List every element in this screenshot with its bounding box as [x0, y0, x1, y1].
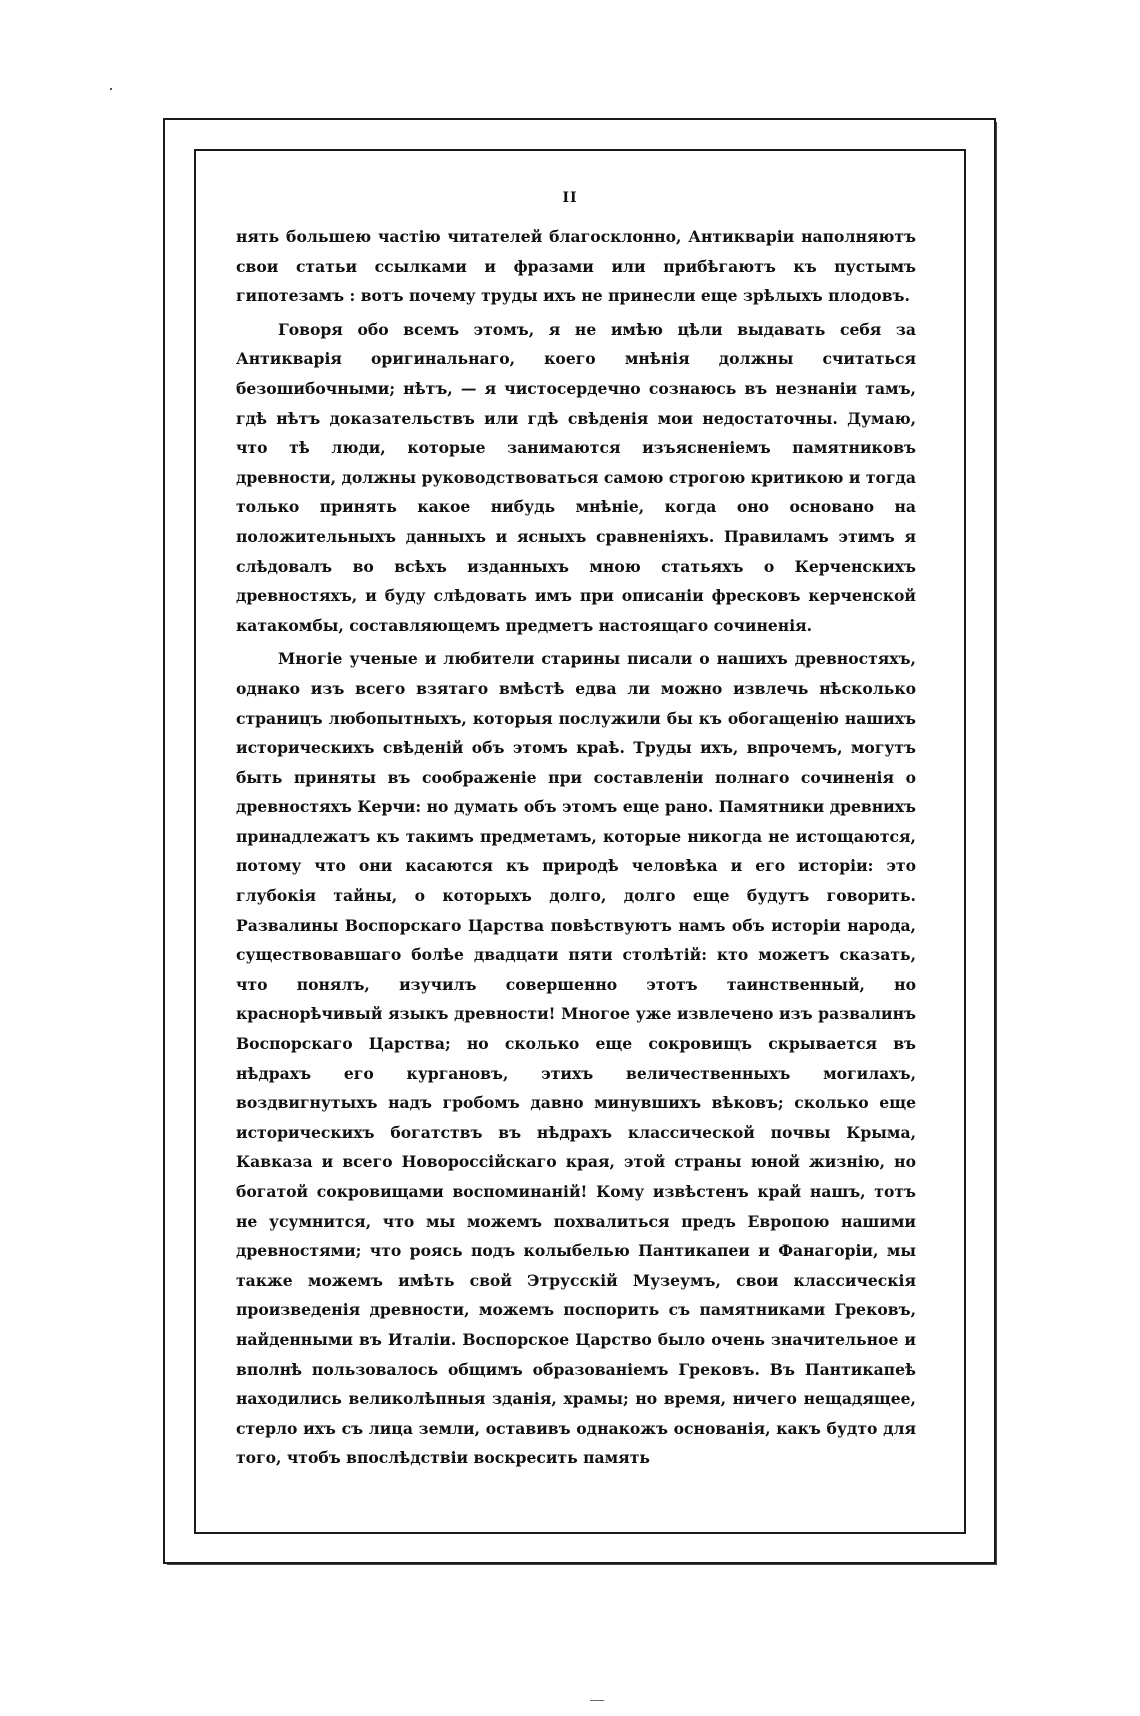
body-text: [236, 222, 916, 1477]
paragraph-antiquarian-principles: Говоря обо всемъ этомъ, я не имѣю цѣли выдавать себя за Антикварія оригинальнаго, коего мнѣнія должны считаться безошибочными; нѣтъ, — я чистосердечно сознаюсь въ незнаніи тамъ, гдѣ нѣтъ доказательствъ или гдѣ свѣденія мои недостаточны. Думаю, что тѣ люди, которые занимаются изъясненіемъ памятниковъ древности, должны руководствоваться самою строгою критикою и тогда только принять какое нибудь мнѣніе, когда оно основано на положительныхъ данныхъ и ясныхъ сравненіяхъ. Правиламъ этимъ я слѣдовалъ во всѣхъ изданныхъ мною статьяхъ о Керченскихъ древностяхъ, и буду слѣдовать имъ при описаніи фресковъ керченской катакомбы, составляющемъ предметъ настоящаго сочиненія.: [236, 319, 916, 635]
paragraph-continuation: нять большею частію читателей благосклонно, Антикваріи наполняютъ свои статьи ссылками и фразами или прибѣгаютъ къ пустымъ гипотезамъ : вотъ почему труды ихъ не принесли еще зрѣлыхъ плодовъ.: [236, 227, 916, 306]
page-number: II: [562, 190, 578, 206]
scan-mark-bottom: [590, 1700, 604, 1701]
scan-speck: [110, 88, 112, 90]
paragraph-bosporan-kingdom: Многіе ученые и любители старины писали о нашихъ древностяхъ, однако изъ всего взятаго вмѣстѣ едва ли можно извлечь нѣсколько страницъ любопытныхъ, которыя послужили бы къ обогащенію нашихъ историческихъ свѣденій объ этомъ краѣ. Труды ихъ, впрочемъ, могутъ быть приняты въ соображеніе при составленіи полнаго сочиненія о древностяхъ Керчи: но думать объ этомъ еще рано. Памятники древнихъ принадлежатъ къ такимъ предметамъ, которые никогда не истощаются, потому что они касаются къ природѣ человѣка и его исторіи: это глубокія тайны, о которыхъ долго, долго еще будутъ говорить. Развалины Воспорскаго Царства повѣствуютъ намъ объ исторіи народа, существовавшаго болѣе двадцати пяти столѣтій: кто можетъ сказать, что понялъ, изучилъ совершенно этотъ таинственный, но краснорѣчивый языкъ древности! Многое уже извлечено изъ развалинъ Воспорскаго Царства; но сколько еще сокровищъ скрывается въ нѣдрахъ его кургановъ, этихъ величественныхъ могилахъ, воздвигнутыхъ надъ гробомъ давно минувшихъ вѣковъ; сколько еще историческихъ богатствъ въ нѣдрахъ классической почвы Крыма, Кавказа и всего Новороссійскаго края, этой страны юной жизнію, но богатой сокровищами воспоминаній! Кому извѣстенъ край нашъ, тотъ не усумнится, что мы можемъ похвалиться предъ Европою нашими древностями; что роясь подъ колыбелью Пантикапеи и Фанагоріи, мы также можемъ имѣть свой Этрусскій Музеумъ, свои классическія произведенія древности, можемъ поспорить съ памятниками Грековъ, найденными въ Италіи. Воспорское Царство было очень значительное и вполнѣ пользовалось общимъ образованіемъ Грековъ. Въ Пантикапеѣ находились великолѣпныя зданія, храмы; но время, ничего нещадящее, стерло ихъ съ лица земли, оставивъ однакожъ основанія, какъ будто для того, чтобъ впослѣдствіи воскресить память: [236, 649, 916, 1468]
